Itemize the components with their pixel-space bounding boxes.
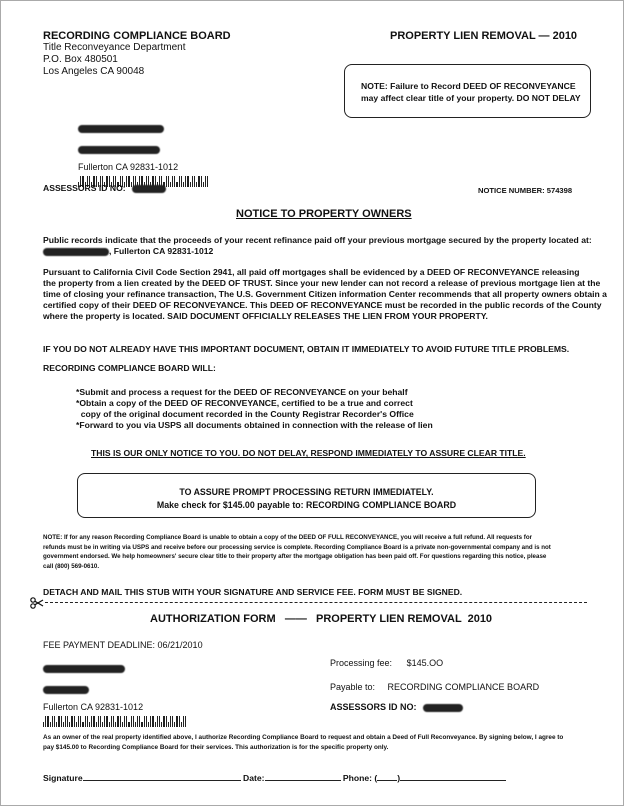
barcode-bar — [185, 716, 186, 727]
barcode-bar — [146, 716, 147, 727]
barcode-bar — [45, 716, 46, 727]
stub-postal-barcode — [43, 715, 186, 727]
barcode-bar — [115, 722, 116, 727]
notice-title: NOTICE TO PROPERTY OWNERS — [236, 208, 412, 220]
barcode-bar — [117, 716, 118, 727]
barcode-bar — [98, 716, 99, 727]
note-box — [344, 64, 591, 118]
barcode-bar — [76, 722, 77, 727]
barcode-bar — [168, 176, 169, 187]
barcode-bar — [89, 722, 90, 727]
signature-field[interactable] — [83, 771, 241, 781]
barcode-bar — [126, 716, 127, 727]
phone-close: ) — [397, 773, 401, 783]
barcode-bar — [104, 716, 105, 727]
paragraph-1-line-1: Public records indicate that the proceeds of your recent refinance paid off your previous mortgage secured by the property located at: — [43, 235, 592, 245]
barcode-bar — [131, 716, 132, 727]
processing-fee-label: Processing fee: — [330, 658, 393, 668]
barcode-bar — [141, 722, 142, 727]
barcode-bar — [69, 722, 70, 727]
service-item: *Submit and process a request for the DEED OF RECONVEYANCE on your behalf — [76, 387, 408, 397]
barcode-bar — [172, 716, 173, 727]
fine-print-note — [43, 533, 551, 571]
barcode-bar — [194, 176, 195, 187]
barcode-bar — [161, 722, 162, 727]
service-item: *Forward to you via USPS all documents obtained in connection with the release of lien — [76, 420, 433, 430]
barcode-bar — [47, 716, 48, 727]
barcode-bar — [157, 716, 158, 727]
recipient-block — [78, 120, 208, 187]
barcode-bar — [179, 176, 180, 187]
barcode-bar — [120, 716, 121, 727]
sender-name: RECORDING COMPLIANCE BOARD — [43, 30, 231, 42]
barcode-bar — [85, 716, 86, 727]
sender-box: P.O. Box 480501 — [43, 54, 118, 65]
paragraph-1 — [43, 235, 592, 257]
barcode-bar — [80, 716, 81, 727]
barcode-bar — [122, 722, 123, 727]
redacted-street — [78, 146, 160, 154]
barcode-bar — [78, 716, 79, 727]
notice-number: NOTICE NUMBER: 574398 — [478, 186, 573, 195]
redacted-name — [78, 125, 164, 133]
phone-number-field[interactable] — [400, 771, 506, 781]
note-line-2: may affect clear title of your property. DO NOT DELAY — [361, 93, 581, 103]
barcode-bar — [91, 716, 92, 727]
signature-label: Signature — [43, 773, 83, 783]
sender-block — [43, 30, 231, 78]
detach-instructions: DETACH AND MAIL THIS STUB WITH YOUR SIGNATURE AND SERVICE FEE. FORM MUST BE SIGNED. — [43, 587, 463, 597]
stub-assessor-label: ASSESSORS ID NO: — [330, 702, 417, 712]
prompt-line-1: TO ASSURE PROMPT PROCESSING RETURN IMMEDIATELY. — [179, 487, 434, 497]
header-title: PROPERTY LIEN REMOVAL — 2010 — [390, 30, 578, 42]
sender-dept: Title Reconveyance Department — [43, 42, 186, 53]
barcode-bar — [144, 716, 145, 727]
barcode-bar — [61, 716, 62, 727]
barcode-bar — [148, 722, 149, 727]
only-notice: THIS IS OUR ONLY NOTICE TO YOU. DO NOT DELAY, RESPOND IMMEDIATELY TO ASSURE CLEAR TITLE. — [91, 448, 526, 458]
stub-redacted-street — [43, 686, 89, 694]
prompt-box — [77, 473, 536, 518]
service-item: *Obtain a copy of the DEED OF RECONVEYANCE, certified to be a true and correct — [76, 398, 413, 408]
barcode-bar — [54, 716, 55, 727]
authorization-line: As an owner of the real property identified above, I authorize Recording Compliance Board to request and obtain a Deed of Full Reconveyance. By signing below, I agree to — [43, 734, 564, 741]
barcode-bar — [168, 722, 169, 727]
signature-row — [43, 771, 506, 784]
paragraph-2-line: Pursuant to California Civil Code Section 2941, all paid off mortgages shall be evidenced by a DEED OF RECONVEYANCE releasing — [43, 267, 580, 277]
barcode-bar — [187, 176, 188, 187]
barcode-bar — [139, 716, 140, 727]
stub-city: Fullerton CA 92831-1012 — [43, 702, 144, 712]
barcode-bar — [163, 716, 164, 727]
fine-print-line: call (800) 569-0610. — [43, 562, 100, 570]
assessor-row — [43, 183, 166, 194]
barcode-bar — [43, 722, 44, 727]
barcode-bar — [170, 182, 171, 187]
paragraph-2-line: time of closing your refinance transaction, The U.S. Government Citizen information Center recommends that all property owners obtain a — [43, 289, 607, 299]
barcode-bar — [100, 716, 101, 727]
barcode-bar — [159, 716, 160, 727]
paragraph-2-line: the property from a lien created by the DEED OF TRUST. Since your new lender can not record a release of previous mortgage lien at the — [43, 278, 601, 288]
barcode-bar — [176, 716, 177, 727]
paragraph-1-line-2: , Fullerton CA 92831-1012 — [109, 246, 214, 256]
barcode-bar — [176, 182, 177, 187]
barcode-bar — [172, 176, 173, 187]
phone-area-field[interactable] — [377, 771, 397, 781]
paragraph-3: IF YOU DO NOT ALREADY HAVE THIS IMPORTANT DOCUMENT, OBTAIN IT IMMEDIATELY TO AVOID FUTURE TITLE PROBLEMS. — [43, 344, 570, 354]
barcode-bar — [203, 182, 204, 187]
barcode-bar — [192, 176, 193, 187]
barcode-bar — [185, 176, 186, 187]
barcode-bar — [74, 716, 75, 727]
barcode-bar — [102, 722, 103, 727]
barcode-bar — [111, 716, 112, 727]
barcode-bar — [179, 716, 180, 727]
barcode-bar — [170, 716, 171, 727]
barcode-bar — [198, 176, 199, 187]
barcode-bar — [150, 716, 151, 727]
redacted-property-address — [43, 248, 109, 256]
barcode-bar — [128, 722, 129, 727]
fine-print-line: refunds must be in writing via USPS and receive before our processing service is complete. Recording Compliance Board is a private non-governmental company and is not — [43, 543, 551, 551]
barcode-bar — [190, 182, 191, 187]
stub-redacted-name — [43, 665, 125, 673]
assessor-label: ASSESSORS ID NO: — [43, 183, 126, 193]
barcode-bar — [196, 182, 197, 187]
redacted-assessor-id — [132, 185, 166, 193]
services-list — [76, 387, 433, 431]
barcode-bar — [155, 722, 156, 727]
barcode-bar — [63, 722, 64, 727]
barcode-bar — [174, 176, 175, 187]
barcode-bar — [174, 722, 175, 727]
stub-address-block — [43, 660, 186, 727]
fine-print-line: NOTE: If for any reason Recording Compliance Board is unable to obtain a copy of the DEED OF FULL RECONVEYANCE, you will receive a full refund. All requests for — [43, 534, 533, 541]
date-label: Date: — [243, 773, 265, 783]
auth-title: AUTHORIZATION FORM —— PROPERTY LIEN REMOVAL 2010 — [150, 613, 493, 625]
barcode-bar — [205, 176, 206, 187]
barcode-bar — [183, 716, 184, 727]
date-field[interactable] — [265, 771, 341, 781]
authorization-text — [43, 733, 563, 753]
processing-fee-row — [330, 658, 443, 669]
barcode-bar — [106, 716, 107, 727]
barcode-bar — [67, 716, 68, 727]
barcode-bar — [82, 722, 83, 727]
stub-assessor-row — [330, 702, 463, 713]
barcode-bar — [58, 716, 59, 727]
fee-deadline: FEE PAYMENT DEADLINE: 06/21/2010 — [43, 640, 203, 650]
paragraph-2-line: where the property is located. SAID DOCUMENT OFFICIALLY RELEASES THE LIEN FROM YOUR PROPERTY. — [43, 311, 488, 321]
note-line-1: NOTE: Failure to Record DEED OF RECONVEYANCE — [361, 81, 576, 91]
stub-redacted-assessor-id — [423, 704, 463, 712]
barcode-bar — [133, 716, 134, 727]
paragraph-2 — [43, 267, 607, 322]
phone-label: Phone: ( — [342, 773, 378, 783]
barcode-bar — [109, 722, 110, 727]
barcode-bar — [181, 722, 182, 727]
barcode-bar — [96, 722, 97, 727]
sender-city: Los Angeles CA 90048 — [43, 66, 145, 77]
service-item: copy of the original document recorded in the County Registrar Recorder's Office — [76, 409, 414, 419]
processing-fee-value: $145.OO — [406, 658, 444, 668]
recipient-city: Fullerton CA 92831-1012 — [78, 162, 179, 172]
authorization-line: pay $145.00 to Recording Compliance Board for their services. This authorization is for the specific property only. — [43, 744, 389, 751]
barcode-bar — [65, 716, 66, 727]
barcode-bar — [152, 716, 153, 727]
will-heading: RECORDING COMPLIANCE BOARD WILL: — [43, 363, 216, 373]
barcode-bar — [124, 716, 125, 727]
fine-print-line: government endorsed. We help homeowners' secure clear title to their property after the mortgage obligation has been paid off. For questions regarding this notice, please — [43, 553, 547, 560]
barcode-bar — [56, 722, 57, 727]
payable-value: RECORDING COMPLIANCE BOARD — [387, 682, 540, 692]
payable-label: Payable to: — [330, 682, 376, 692]
paragraph-2-line: certified copy of their DEED OF RECONVEYANCE. This DEED OF RECONVEYANCE must be recorded in the public records of the County — [43, 300, 602, 310]
barcode-bar — [137, 716, 138, 727]
barcode-bar — [207, 176, 208, 187]
barcode-bar — [93, 716, 94, 727]
barcode-bar — [181, 176, 182, 187]
payable-row — [330, 682, 539, 693]
barcode-bar — [50, 722, 51, 727]
barcode-bar — [201, 176, 202, 187]
scissors-icon — [30, 596, 44, 614]
prompt-line-2: Make check for $145.00 payable to: RECORDING COMPLIANCE BOARD — [156, 500, 457, 510]
barcode-bar — [71, 716, 72, 727]
barcode-bar — [87, 716, 88, 727]
barcode-bar — [183, 182, 184, 187]
cut-line — [45, 602, 587, 603]
barcode-bar — [52, 716, 53, 727]
barcode-bar — [113, 716, 114, 727]
barcode-bar — [166, 716, 167, 727]
barcode-bar — [135, 722, 136, 727]
